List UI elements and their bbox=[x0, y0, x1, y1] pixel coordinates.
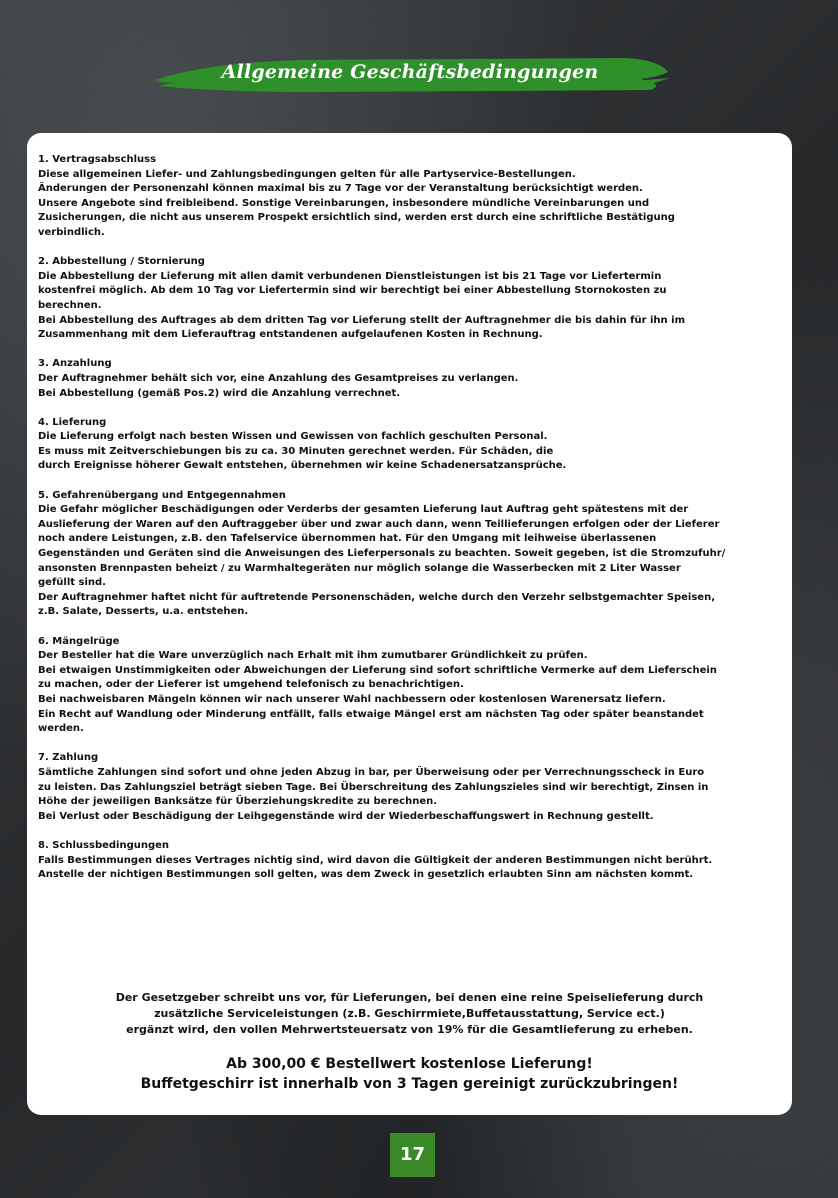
section-text-line: Bei Abbestellung (gemäß Pos.2) wird die Anzahlung verrechnet. bbox=[38, 387, 401, 399]
return-dishes-line: Buffetgeschirr ist innerhalb von 3 Tagen gereinigt zurückzubringen! bbox=[140, 1076, 679, 1092]
section-heading: 5. Gefahrenübergang und Entgegennahmen bbox=[38, 489, 286, 501]
section-text-line: Bei nachweisbaren Mängeln können wir nach unserer Wahl nachbessern oder kostenlosen Warenersatz liefern. bbox=[38, 693, 666, 705]
section-text-line: verbindlich. bbox=[38, 226, 105, 238]
section-text-line: noch andere Leistungen, z.B. den Tafelservice übernommen hat. Für den Umgang mit leihweise überlassenen bbox=[38, 533, 657, 545]
section-text-line: Es muss mit Zeitverschiebungen bis zu ca. 30 Minuten gerechnet werden. Für Schäden, die bbox=[38, 445, 554, 457]
section-text-line: ansonsten Brennpasten beheizt / zu Warmhaltegeräten nur möglich solange die Wasserbecken mit 2 Liter Wasser bbox=[38, 562, 681, 574]
section-heading: 1. Vertragsabschluss bbox=[38, 154, 157, 165]
section-text-line: Der Besteller hat die Ware unverzüglich nach Erhalt mit ihm zumutbarer Gründlichkeit zu prüfen. bbox=[38, 650, 588, 662]
section-text-line: Die Gefahr möglicher Beschädigungen oder Verderbs der gesamten Lieferung laut Auftrag geht spätestens mit der bbox=[38, 504, 689, 516]
section-text-line: gefüllt sind. bbox=[38, 577, 106, 589]
free-delivery-line: Ab 300,00 € Bestellwert kostenlose Lieferung! bbox=[226, 1056, 593, 1072]
section-text-line: durch Ereignisse höherer Gewalt entstehen, übernehmen wir keine Schadenersatzansprüche. bbox=[38, 460, 567, 472]
section-heading: 2. Abbestellung / Stornierung bbox=[38, 256, 205, 268]
section-text-line: Der Auftragnehmer haftet nicht für auftretende Personenschäden, welche durch den Verzehr selbstgemachter Speisen, bbox=[38, 591, 716, 603]
section-text-line: zu leisten. Das Zahlungsziel beträgt sieben Tage. Bei Überschreitung des Zahlungszieles sind wir berechtigt, Zinsen in bbox=[38, 781, 709, 793]
section-text-line: Zusicherungen, die nicht aus unserem Prospekt ersichtlich sind, werden erst durch eine schriftliche Bestätigung bbox=[38, 212, 675, 224]
section-lieferung bbox=[38, 416, 782, 474]
section-text-line: Anstelle der nichtigen Bestimmungen soll gelten, was dem Zweck in gesetzlich erlaubten Sinn am nächsten kommt. bbox=[38, 869, 694, 881]
section-heading: 6. Mängelrüge bbox=[38, 635, 120, 647]
section-text-line: Änderungen der Personenzahl können maximal bis zu 7 Tage vor der Veranstaltung berücksichtigt werden. bbox=[38, 183, 643, 195]
section-text-line: z.B. Salate, Desserts, u.a. entstehen. bbox=[38, 606, 249, 618]
section-text-line: kostenfrei möglich. Ab dem 10 Tag vor Liefertermin sind wir berechtigt bei einer Abbestellung Stornokosten zu bbox=[38, 285, 667, 297]
page-number: 17 bbox=[390, 1133, 435, 1177]
section-text-line: Bei Abbestellung des Auftrages ab dem dritten Tag vor Lieferung stellt der Auftragnehmer die bis dahin für ihn im bbox=[38, 314, 686, 326]
header-banner bbox=[150, 52, 670, 96]
section-anzahlung bbox=[38, 357, 782, 401]
section-text-line: Gegenständen und Geräten sind die Anweisungen des Lieferpersonals zu beachten. Soweit gegeben, ist die Stromzufuhr/ bbox=[38, 548, 726, 560]
vat-notice bbox=[27, 990, 792, 1038]
vat-notice-line: ergänzt wird, den vollen Mehrwertsteuersatz von 19% für die Gesamtlieferung zu erheben. bbox=[126, 1023, 693, 1036]
section-schlussbedingungen bbox=[38, 839, 782, 883]
section-text-line: Die Abbestellung der Lieferung mit allen damit verbundenen Dienstleistungen ist bis 21 Tage vor Liefertermin bbox=[38, 270, 662, 282]
section-text-line: Diese allgemeinen Liefer- und Zahlungsbedingungen gelten für alle Partyservice-Bestellungen. bbox=[38, 168, 576, 180]
section-text-line: Der Auftragnehmer behält sich vor, eine Anzahlung des Gesamtpreises zu verlangen. bbox=[38, 372, 519, 384]
vat-notice-line: Der Gesetzgeber schreibt uns vor, für Lieferungen, bei denen eine reine Speiselieferung durch bbox=[115, 991, 704, 1004]
section-text-line: Sämtliche Zahlungen sind sofort und ohne jeden Abzug in bar, per Überweisung oder per Verrechnungsscheck in Euro bbox=[38, 766, 705, 778]
section-text-line: Auslieferung der Waren auf den Auftraggeber über und zwar auch dann, wenn Teillieferungen erfolgen oder der Lieferer bbox=[38, 518, 720, 530]
section-text-line: berechnen. bbox=[38, 299, 102, 311]
section-text-line: Falls Bestimmungen dieses Vertrages nichtig sind, wird davon die Gültigkeit der anderen Bestimmungen nicht berührt. bbox=[38, 854, 713, 866]
terms-panel bbox=[27, 133, 792, 1115]
page-title: Allgemeine Geschäftsbedingungen bbox=[221, 61, 599, 83]
section-heading: 7. Zahlung bbox=[38, 752, 99, 764]
section-text-line: Ein Recht auf Wandlung oder Minderung entfällt, falls etwaige Mängel erst am nächsten Tag oder später beanstandet bbox=[38, 708, 704, 720]
section-text-line: Unsere Angebote sind freibleibend. Sonstige Vereinbarungen, insbesondere mündliche Vereinbarungen und bbox=[38, 197, 650, 209]
section-zahlung bbox=[38, 751, 782, 824]
section-text-line: Die Lieferung erfolgt nach besten Wissen und Gewissen von fachlich geschulten Personal. bbox=[38, 431, 548, 443]
section-text-line: Bei Verlust oder Beschädigung der Leihgegenstände wird der Wiederbeschaffungswert in Rechnung gestellt. bbox=[38, 810, 654, 822]
section-gefahrenuebergang bbox=[38, 489, 782, 620]
section-text-line: Zusammenhang mit dem Lieferauftrag entstandenen aufgelaufenen Kosten in Rechnung. bbox=[38, 329, 543, 341]
section-text-line: zu machen, oder der Lieferer ist umgehend telefonisch zu benachrichtigen. bbox=[38, 679, 464, 691]
section-vertragsabschluss bbox=[38, 153, 782, 241]
section-text-line: Höhe der jeweiligen Banksätze für Überziehungskredite zu berechnen. bbox=[38, 796, 438, 808]
section-heading: 4. Lieferung bbox=[38, 416, 107, 428]
section-text-line: Bei etwaigen Unstimmigkeiten oder Abweichungen der Lieferung sind sofort schriftliche Vermerke auf dem Lieferschein bbox=[38, 664, 717, 676]
delivery-highlight bbox=[27, 1054, 792, 1094]
section-maengelruege bbox=[38, 635, 782, 737]
section-heading: 8. Schlussbedingungen bbox=[38, 839, 170, 851]
section-heading: 3. Anzahlung bbox=[38, 358, 112, 370]
terms-content bbox=[38, 153, 782, 883]
section-abbestellung bbox=[38, 255, 782, 343]
vat-notice-line: zusätzliche Serviceleistungen (z.B. Geschirrmiete,Buffetausstattung, Service ect.) bbox=[154, 1007, 665, 1020]
section-text-line: werden. bbox=[38, 723, 84, 735]
